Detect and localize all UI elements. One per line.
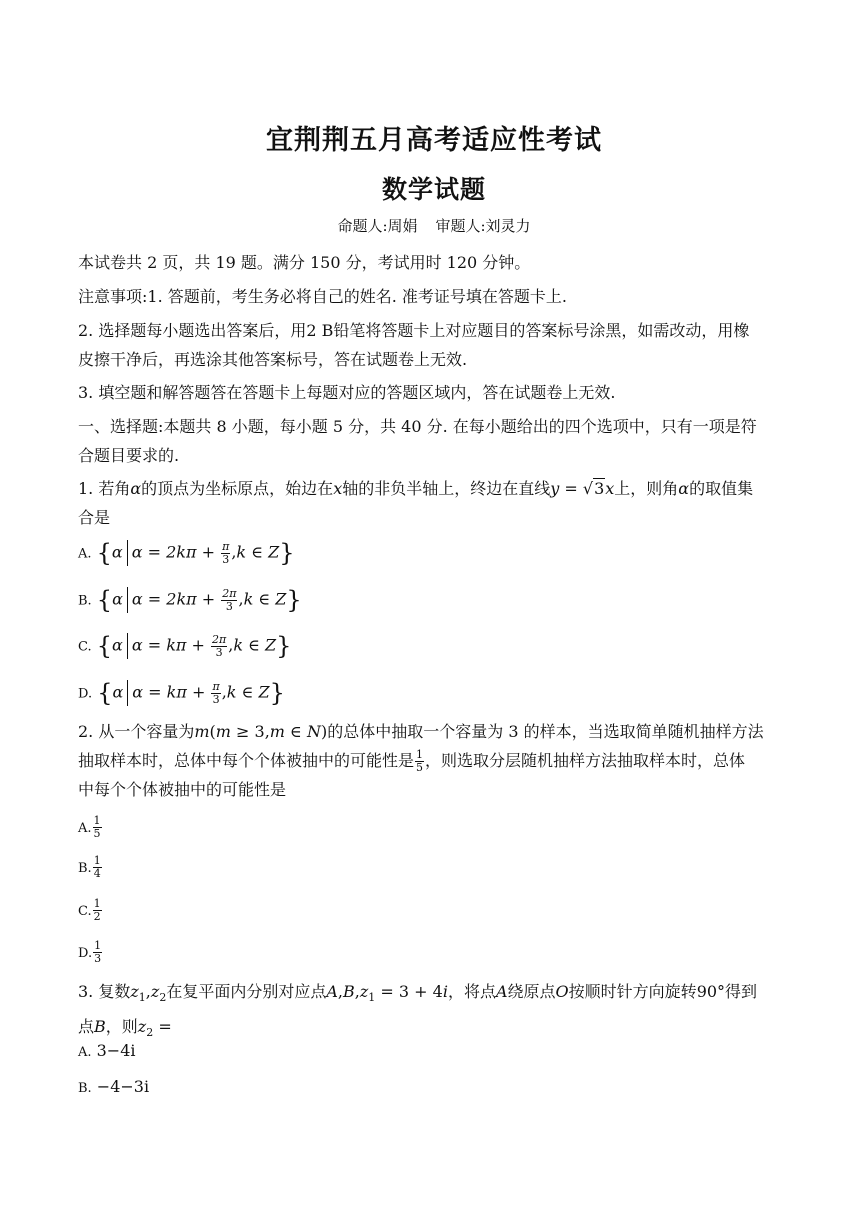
intro-line: 本试卷共 2 页，共 19 题。满分 150 分，考试用时 120 分钟。 (78, 253, 531, 272)
q2-option-d[interactable]: D. $\frac{1}{3}$ (78, 939, 102, 965)
q2-option-a[interactable]: A. $\frac{1}{5}$ (78, 814, 101, 840)
q2-option-c[interactable]: C. $\frac{1}{2}$ (78, 897, 101, 923)
notice-1: 注意事项:1. 答题前，考生务必将自己的姓名. 准考证号填在答题卡上. (78, 287, 568, 306)
authors-line (0, 215, 868, 236)
notice-2 (78, 316, 790, 374)
question-3: 3. 复数$z_1,z_2$在复平面内分别对应点$A,B,z_1 = 3 + 4i$，将点A绕原点O按顺时针方向旋转90°得到 点B，则$z_2$ = (78, 982, 758, 1040)
notice-2-line-b: 皮擦干净后，再选涂其他答案标号，答在试题卷上无效. (78, 350, 468, 369)
section-1-line-a: 一、选择题:本题共 8 小题，每小题 5 分，共 40 分. 在每小题给出的四个选项中，只有一项是符 (78, 417, 757, 436)
notice-3: 3. 填空题和解答题答在答题卡上每题对应的答题区域内，答在试题卷上无效. (78, 383, 616, 402)
reviewer-label: 审题人:刘灵力 (435, 217, 531, 235)
q1-option-c[interactable]: C. {α α = kπ + $\frac{2\pi}{3}$ ,k ∈ Z} (78, 632, 292, 660)
q2-option-b[interactable]: B. $\frac{1}{4}$ (78, 854, 101, 880)
q3-option-b[interactable]: B. −4−3i (78, 1077, 150, 1096)
subject-title: 数学试题 (381, 175, 486, 204)
notice-2-line-a: 2. 选择题每小题选出答案后，用2 B铅笔将答题卡上对应题目的答案标号涂黑，如需改动，用橡 (78, 321, 750, 340)
q1-option-a[interactable]: A. {α α = 2kπ + $\frac{\pi}{3}$ ,k ∈ Z} (78, 539, 295, 567)
q1-option-b[interactable]: B. {α α = 2kπ + $\frac{2\pi}{3}$ ,k ∈ Z} (78, 586, 302, 614)
q1-option-d[interactable]: D. {α α = kπ + $\frac{\pi}{3}$ ,k ∈ Z} (78, 679, 285, 707)
section-1-heading (78, 412, 790, 470)
q3-option-a[interactable]: A. 3−4i (78, 1041, 136, 1060)
exam-title: 宜荆荆五月高考适应性考试 (266, 125, 602, 156)
question-1: 1. 若角α的顶点为坐标原点，始边在x轴的非负半轴上，终边在直线y = √3x上，则角α的取值集 合是 (78, 479, 754, 527)
author-label: 命题人:周娟 (337, 217, 418, 235)
question-2: 2. 从一个容量为m(m ≥ 3,m ∈ N)的总体中抽取一个容量为 3 的样本，当选取简单随机抽样方法 抽取样本时，总体中每个个体被抽中的可能性是 $\frac{1}{5}$ ，则选取分层随机抽样方法抽取样本时，总体 中每个个体被抽中的可能性是 (78, 722, 764, 799)
section-1-line-b: 合题目要求的. (78, 446, 180, 465)
